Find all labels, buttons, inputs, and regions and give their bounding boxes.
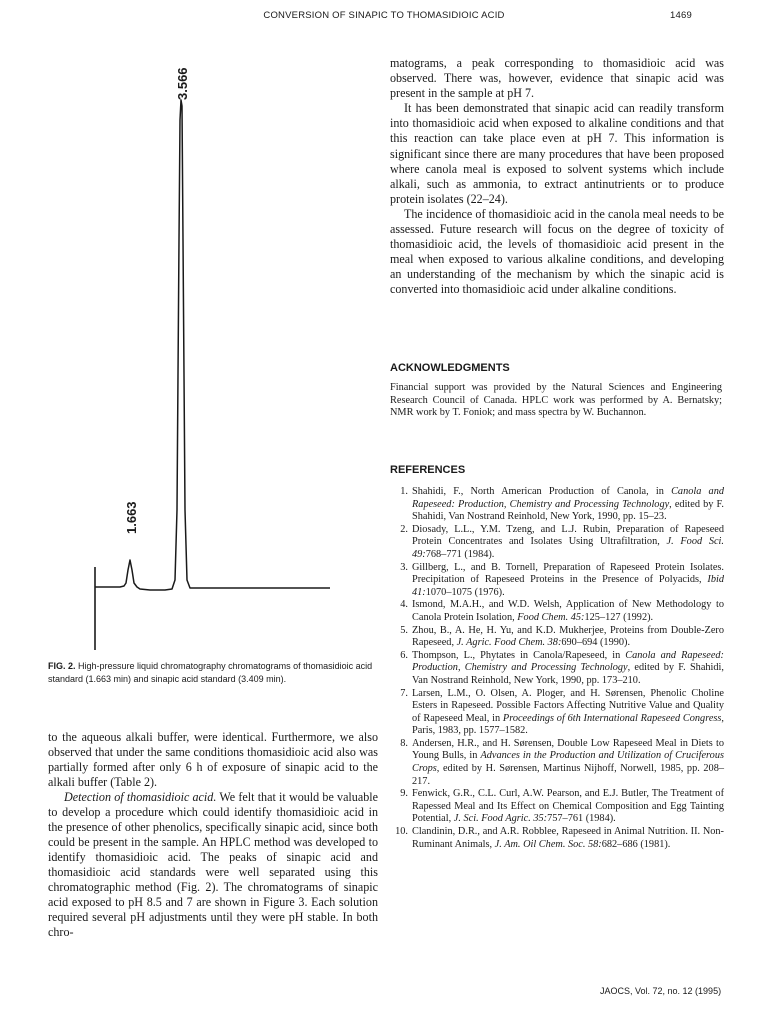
chromatogram-figure: [40, 40, 390, 665]
journal-footer: JAOCS, Vol. 72, no. 12 (1995): [600, 986, 722, 996]
figure-caption-text: High-pressure liquid chromatography chromatograms of thomasidioic acid standard (1.663 min) and sinapic acid standard (3.409 min).: [48, 661, 373, 684]
page-number: 1469: [670, 10, 692, 21]
right-column: [390, 56, 724, 298]
reference-item: 1. Shahidi, F., North American Production of Canola, in Canola and Rapeseed: Production, Chemistry and Processing Technology, edited by F. Shahidi, Van Nostrand Reinhold, New York, 1990, pp. 15–23.: [400, 486, 725, 523]
right-paragraph-2: It has been demonstrated that sinapic acid can readily transform into thomasidioic acid when exposed to alkaline conditions and that this reaction can take place even at pH 7. This information is significant since there are many procedures that have been proposed where canola meal is exposed to solvent systems which include alkali, such as ammonia, to extract antinutrients or to produce protein isolates (22–24).: [390, 101, 724, 206]
peak-label-3566: 3.566: [175, 67, 190, 100]
left-paragraph-1: to the aqueous alkali buffer, were identical. Furthermore, we also observed that under the same conditions thomasidioic acid also was partially formed after only 6 h of exposure of sinapic acid to the alkali buffer (Table 2).: [48, 730, 378, 789]
references-heading: REFERENCES: [390, 464, 466, 476]
reference-item: 4. Ismond, M.A.H., and W.D. Welsh, Application of New Methodology to Canola Protein Isolation, Food Chem. 45:125–127 (1992).: [400, 599, 724, 623]
reference-item: 3. Gillberg, L., and B. Tornell, Preparation of Rapeseed Protein Isolates. Precipitation of Rapeseed Proteins in the Presence of Polyacids, Ibid 41:1070–1075 (1976).: [400, 561, 724, 598]
references-list: [390, 486, 724, 851]
reference-item: 2. Diosady, L.L., Y.M. Tzeng, and L.J. Rubin, Preparation of Rapeseed Protein Concentrates and Isolates Using Ultrafiltration, J. Food Sci. 49:768–771 (1984).: [400, 523, 724, 560]
reference-item: 7. Larsen, L.M., O. Olsen, A. Ploger, and H. Sørensen, Phenolic Choline Esters in Rapeseed. Possible Factors Affecting Nutritive Value and Quality of Rapeseed Meal, in Proceedings of 6th International Rapeseed Congress, Paris, 1983, pp. 1577–1582.: [400, 687, 724, 737]
chromatogram-plot: [40, 40, 390, 665]
reference-item: 8. Andersen, H.R., and H. Sørensen, Double Low Rapeseed Meal in Diets to Young Bulls, in Advances in the Production and Utilization of Cruciferous Crops, edited by H. Sørensen, Martinus Nijhoff, Norwell, 1985, pp. 208–217.: [400, 737, 724, 787]
reference-item: 5. Zhou, B., A. He, H. Yu, and K.D. Mukherjee, Proteins from Double-Zero Rapeseed, J. Agric. Food Chem. 38:690–694 (1990).: [400, 624, 724, 649]
detection-subheading: Detection of thomasidioic acid.: [64, 790, 217, 804]
running-title: CONVERSION OF SINAPIC TO THOMASIDIOIC ACID: [263, 10, 505, 21]
figure-caption-label: FIG. 2.: [48, 661, 76, 671]
reference-item: 10. Clandinin, D.R., and A.R. Robblee, Rapeseed in Animal Nutrition. II. Non-Ruminant Animals, J. Am. Oil Chem. Soc. 58:682–686 (1981).: [395, 826, 724, 850]
acknowledgments-text: Financial support was provided by the Natural Sciences and Engineering Research Council of Canada. HPLC work was performed by A. Bernatsky; NMR work by T. Foniok; and mass spectra by W. Buchannon.: [390, 382, 722, 419]
reference-item: 9. Fenwick, G.R., C.L. Curl, A.W. Pearson, and E.J. Butler, The Treatment of Rapessed Meal and Its Effect on Chemical Composition and Egg Tainting Potential, J. Sci. Food Agric. 35:757–761 (1984).: [400, 788, 724, 825]
left-paragraph-2: [48, 790, 378, 940]
peak-label-1663: 1.663: [124, 501, 139, 534]
detection-text: We felt that it would be valuable to develop a procedure which could identify thomasidioic acid in the presence of other phenolics, specifically sinapic acid, since both could be present in the sample. An HPLC method was developed to identify thomasidioic acid. The peaks of sinapic acid and thomasidioic acid standards were well separated using this chromatographic method (Fig. 2). The chromatograms of sinapic acid exposed to pH 8.5 and 7 are shown in Figure 3. Each solution required several pH adjustments until they were pH stable. In both chro-: [48, 790, 378, 939]
acknowledgments-heading: ACKNOWLEDGMENTS: [390, 362, 510, 374]
running-header: [0, 10, 768, 26]
right-paragraph-3: The incidence of thomasidioic acid in the canola meal needs to be assessed. Future research will focus on the degree of toxicity of thomasidioic acid, the levels of thomasidioic acid present in the meal when exposed to various alkaline conditions, and developing an understanding of the mechanism by which the sinapic acid is converted into thomasidioic acid under alkaline conditions.: [390, 206, 724, 297]
reference-item: 6. Thompson, L., Phytates in Canola/Rapeseed, in Canola and Rapeseed: Production, Chemistry and Processing Technology, edited by F. Shahidi, Van Nostrand Reinhold, New York, 1990, pp. 173–210.: [400, 649, 724, 686]
figure-caption: [48, 660, 383, 685]
right-paragraph-1: matograms, a peak corresponding to thomasidioic acid was observed. There was, however, evidence that sinapic acid was present in the sample at pH 7.: [390, 56, 724, 101]
left-column: [48, 730, 378, 940]
